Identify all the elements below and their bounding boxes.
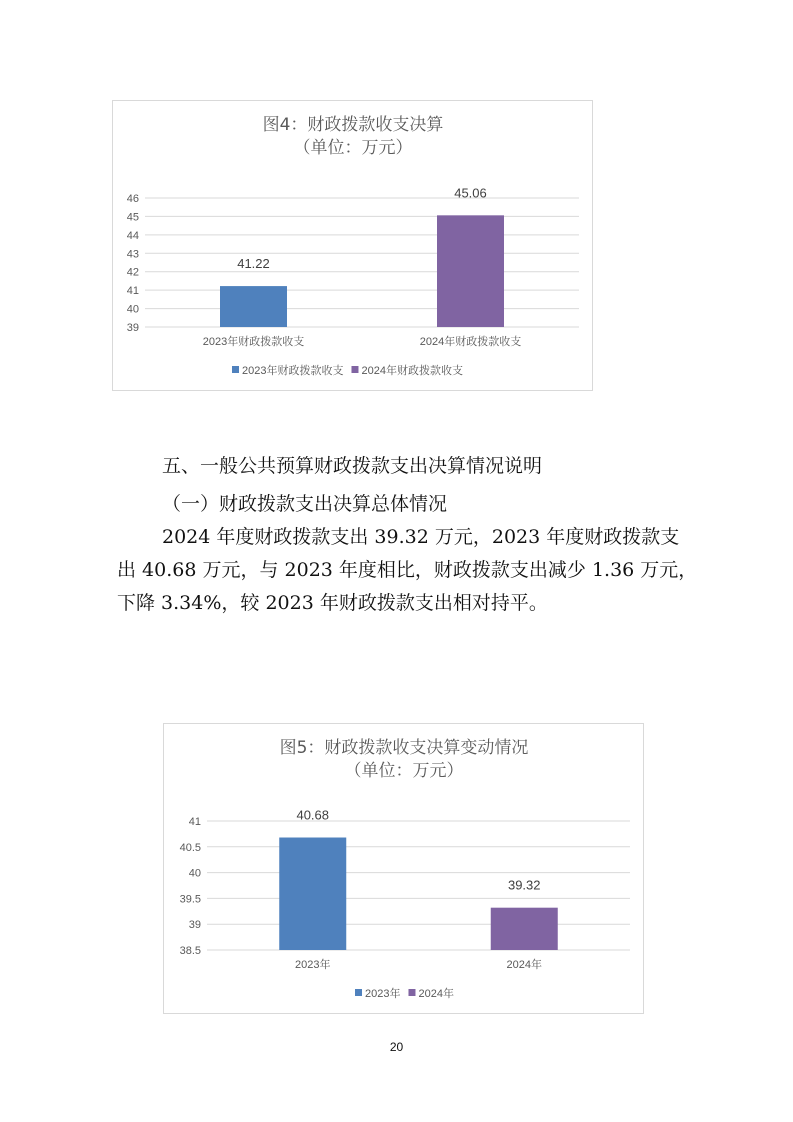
y-tick-label: 41 — [126, 285, 139, 298]
y-tick-label: 41 — [188, 816, 201, 828]
category-label: 2024年财政拨款收支 — [419, 336, 522, 348]
data-label: 45.06 — [454, 185, 487, 201]
y-tick-label: 43 — [126, 248, 139, 261]
y-tick-label: 40 — [188, 867, 201, 880]
page-number: 20 — [389, 1040, 404, 1054]
y-tick-label: 40 — [126, 303, 139, 316]
data-label: 40.68 — [296, 807, 330, 823]
bar-1 — [220, 286, 287, 327]
chart-title: 图4：财政拨款收支决算 — [262, 115, 444, 135]
y-tick-label: 44 — [126, 229, 139, 242]
category-label: 2023年财政拨款收支 — [202, 336, 305, 348]
legend-swatch — [232, 366, 239, 373]
category-label: 2023年 — [295, 959, 331, 971]
chart-figure-4 — [112, 100, 593, 391]
data-label: 41.22 — [237, 256, 270, 272]
section-subheading: （一）财政拨款支出决算总体情况 — [162, 493, 448, 515]
legend-label: 2024年财政拨款收支 — [361, 365, 463, 377]
y-tick-label: 39.5 — [179, 893, 201, 906]
bar-1 — [279, 838, 346, 950]
y-tick-label: 40.5 — [179, 841, 201, 854]
chart-figure-5-svg — [164, 724, 645, 1015]
bar-2 — [491, 908, 558, 950]
y-tick-label: 45 — [126, 211, 139, 224]
chart-subtitle: （单位：万元） — [293, 138, 413, 158]
legend-swatch — [355, 989, 362, 996]
category-label: 2024年 — [506, 959, 542, 971]
y-tick-label: 39 — [126, 322, 139, 334]
legend-label: 2024年 — [418, 988, 454, 1000]
y-tick-label: 38.5 — [179, 945, 201, 957]
paragraph-line: 下降 3.34%，较 2023 年财政拨款支出相对持平。 — [117, 592, 548, 614]
paragraph-line: 出 40.68 万元，与 2023 年度相比，财政拨款支出减少 1.36 万元， — [117, 559, 698, 581]
chart-title: 图5：财政拨款收支决算变动情况 — [279, 738, 529, 758]
chart-subtitle: （单位：万元） — [344, 761, 464, 781]
y-tick-label: 39 — [188, 919, 201, 932]
y-tick-label: 46 — [126, 193, 139, 205]
paragraph-line: 2024 年度财政拨款支出 39.32 万元，2023 年度财政拨款支 — [162, 526, 680, 548]
section-heading: 五、一般公共预算财政拨款支出决算情况说明 — [162, 455, 543, 477]
chart-figure-4-svg — [113, 101, 594, 392]
legend-label: 2023年财政拨款收支 — [242, 365, 344, 377]
chart-figure-5 — [163, 723, 644, 1014]
legend-swatch — [408, 989, 415, 996]
data-label: 39.32 — [507, 877, 541, 893]
bar-2 — [437, 215, 504, 327]
y-tick-label: 42 — [126, 266, 139, 279]
legend-label: 2023年 — [365, 988, 401, 1000]
legend-swatch — [351, 366, 358, 373]
